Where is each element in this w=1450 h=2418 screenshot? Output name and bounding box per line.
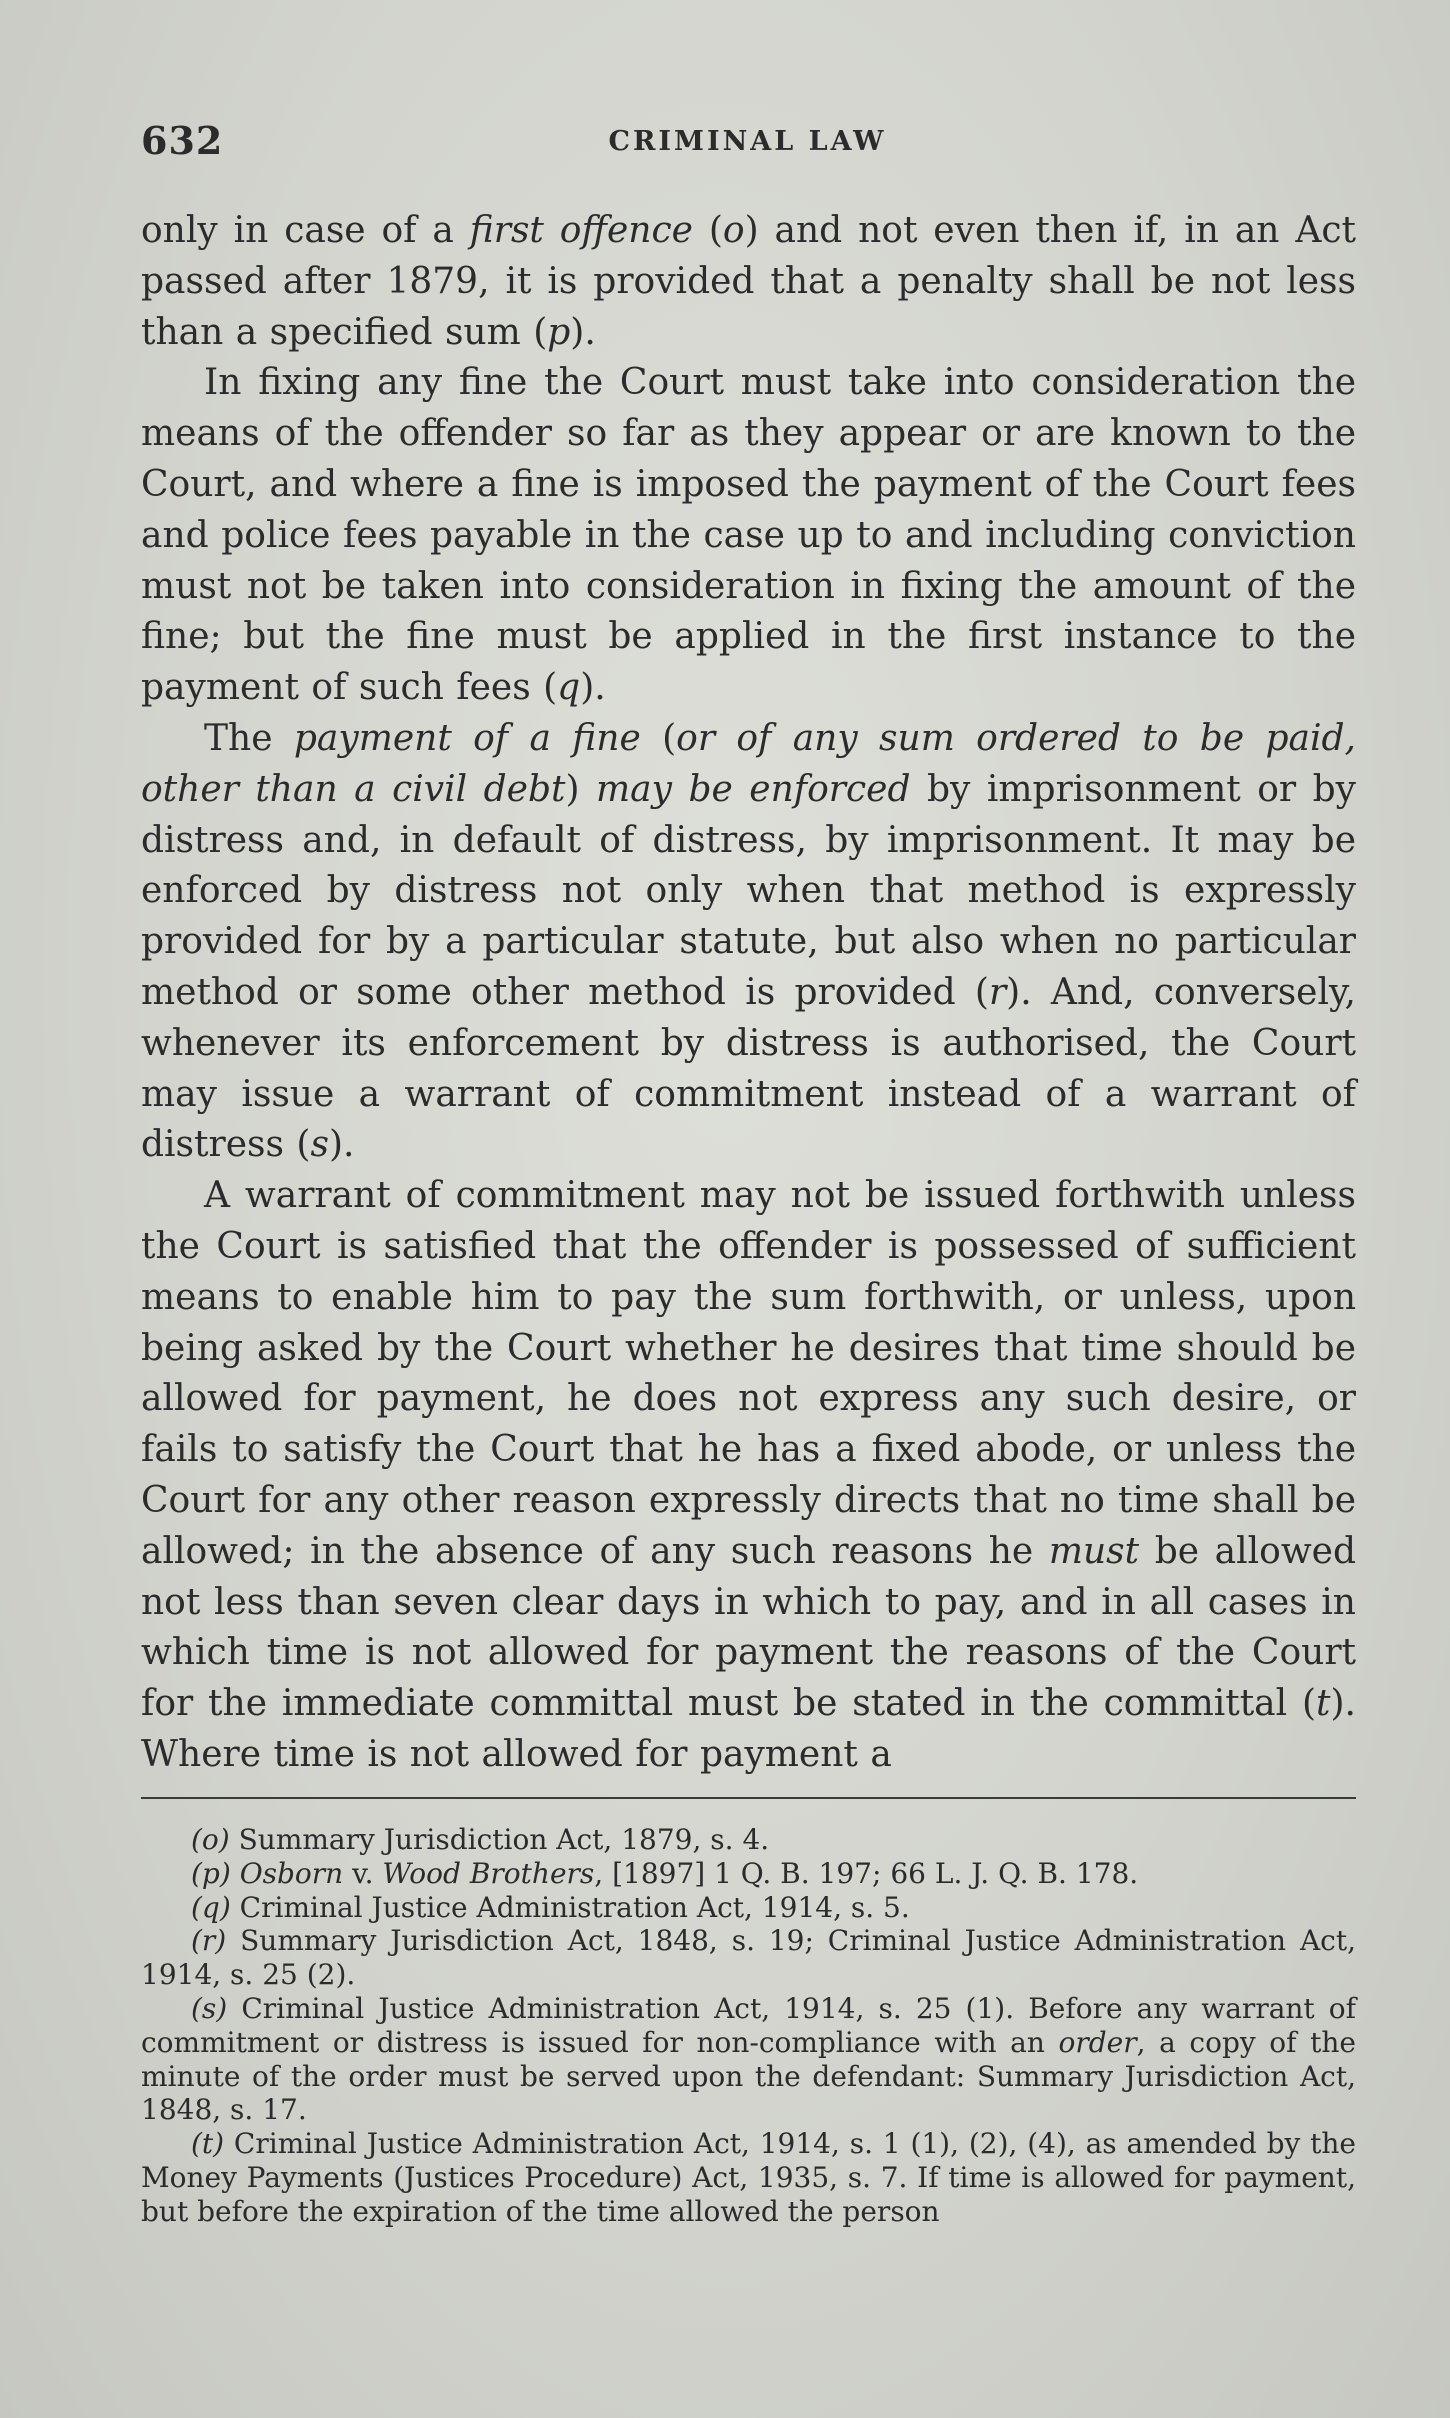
paragraph — [141, 358, 1356, 714]
footnote-mark: (s) — [191, 1991, 228, 2025]
italic-text: Wood Brothers — [382, 1856, 595, 1890]
text-run: ). — [580, 667, 606, 709]
italic-text: r — [988, 971, 1007, 1013]
italic-text: or of any sum ordered to be paid, other than a civil debt — [141, 717, 1356, 810]
text-run: The — [204, 717, 294, 759]
footnote-mark: (t) — [191, 2127, 225, 2161]
text-run: , a copy of the minute of the order must be served upon the defendant: Summary Jurisdiction Act, 1848, s. 17. — [141, 2025, 1356, 2127]
text-run: only in case of a — [141, 210, 470, 251]
text-run: ). — [570, 311, 596, 353]
text-run: ). Where time is not allowed for payment a — [141, 1683, 1356, 1775]
page-number: 632 — [141, 118, 224, 163]
footnote — [141, 1857, 1356, 1891]
text-run: ( — [640, 717, 677, 759]
italic-text: t — [1316, 1683, 1331, 1725]
italic-text: q — [557, 667, 581, 709]
text-run: Criminal Justice Administration Act, 1914, s. 5. — [230, 1890, 910, 1924]
italic-text: must — [1048, 1530, 1140, 1572]
italic-text: payment of a fine — [293, 717, 641, 759]
italic-text: order — [1058, 2025, 1137, 2059]
text-run — [231, 1857, 240, 1890]
text-run: , [1897] 1 Q. B. 197; 66 L. J. Q. B. 178. — [594, 1856, 1139, 1890]
page-header — [141, 118, 1354, 178]
text-run: v. — [343, 1856, 383, 1890]
footnotes — [141, 1823, 1356, 2229]
text-run: Criminal Justice Administration Act, 1914, s. 25 (1). Before any warrant of commitment or distress is issued for non-compliance with an — [141, 1991, 1356, 2059]
text-run: ) and not even then if, in an Act passed after 1879, it is provided that a penalty shall be not less than a specified sum ( — [141, 210, 1356, 353]
footnote-mark: (q) — [191, 1890, 231, 1924]
footnote-mark: (r) — [191, 1924, 227, 1958]
text-run: ( — [692, 210, 723, 251]
italic-text: s — [310, 1124, 329, 1166]
text-run: by imprisonment or by distress and, in default of distress, by imprisonment. It may be enforced by distress not only when that method is expressly provided for by a particular statute, but also when no particular method or some other method is provided ( — [141, 768, 1356, 1013]
text-run: Criminal Justice Administration Act, 1914, s. 1 (1), (2), (4), as amended by the Money Payments (Justices Procedure) Act, 1935, s. 7. If time is allowed for payment, but before the expiration of the time allowed the person — [141, 2127, 1356, 2228]
footnote — [141, 1823, 1356, 1857]
footnote — [141, 1992, 1356, 2127]
italic-text: Osborn — [239, 1856, 344, 1890]
footnote — [141, 1924, 1356, 1992]
italic-text: o — [722, 210, 745, 251]
footnote — [141, 1891, 1356, 1925]
paragraph — [141, 1171, 1356, 1781]
paragraph — [141, 206, 1356, 358]
text-run: ). And, conversely, whenever its enforcement by distress is authorised, the Court may issue a warrant of commitment instead of a warrant of distress ( — [141, 971, 1356, 1166]
body-text — [141, 206, 1356, 1781]
italic-text: p — [547, 311, 571, 353]
running-head: CRIMINAL LAW — [608, 126, 887, 157]
paragraph — [141, 714, 1356, 1171]
footnote — [141, 2127, 1356, 2228]
footnote-mark: (p) — [191, 1856, 231, 1890]
text-run: be allowed not less than seven clear days in which to pay, and in all cases in which time is not allowed for payment the reasons of the Court for the immediate committal must be stated in the committal ( — [141, 1530, 1356, 1725]
italic-text: may be enforced — [596, 768, 911, 810]
text-run: In fixing any fine the Court must take into consideration the means of the offender so far as they appear or are known to the Court, and where a fine is imposed the payment of the Court fees and police fees payable in the case up to and including conviction must not be taken into consideration in fixing the amount of the fine; but the fine must be applied in the first instance to the payment of such fees ( — [141, 362, 1356, 709]
footnote-mark: (o) — [191, 1823, 230, 1856]
text-run: Summary Jurisdiction Act, 1848, s. 19; Criminal Justice Administration Act, 1914, s. 25 (2). — [141, 1924, 1356, 1992]
italic-text: first offence — [469, 210, 693, 251]
text-run: Summary Jurisdiction Act, 1879, s. 4. — [229, 1823, 770, 1856]
footnote-rule — [141, 1797, 1356, 1799]
text-run: ). — [328, 1124, 355, 1166]
text-run: ) — [565, 768, 597, 810]
text-run: A warrant of commitment may not be issued forthwith unless the Court is satisfied that the offender is possessed of sufficient means to enable him to pay the sum forthwith, or unless, upon being asked by the Court whether he desires that time should be allowed for payment, he does not express any such desire, or fails to satisfy the Court that he has a fixed abode, or unless the Court for any other reason expressly directs that no time shall be allowed; in the absence of any such reasons he — [141, 1175, 1356, 1572]
